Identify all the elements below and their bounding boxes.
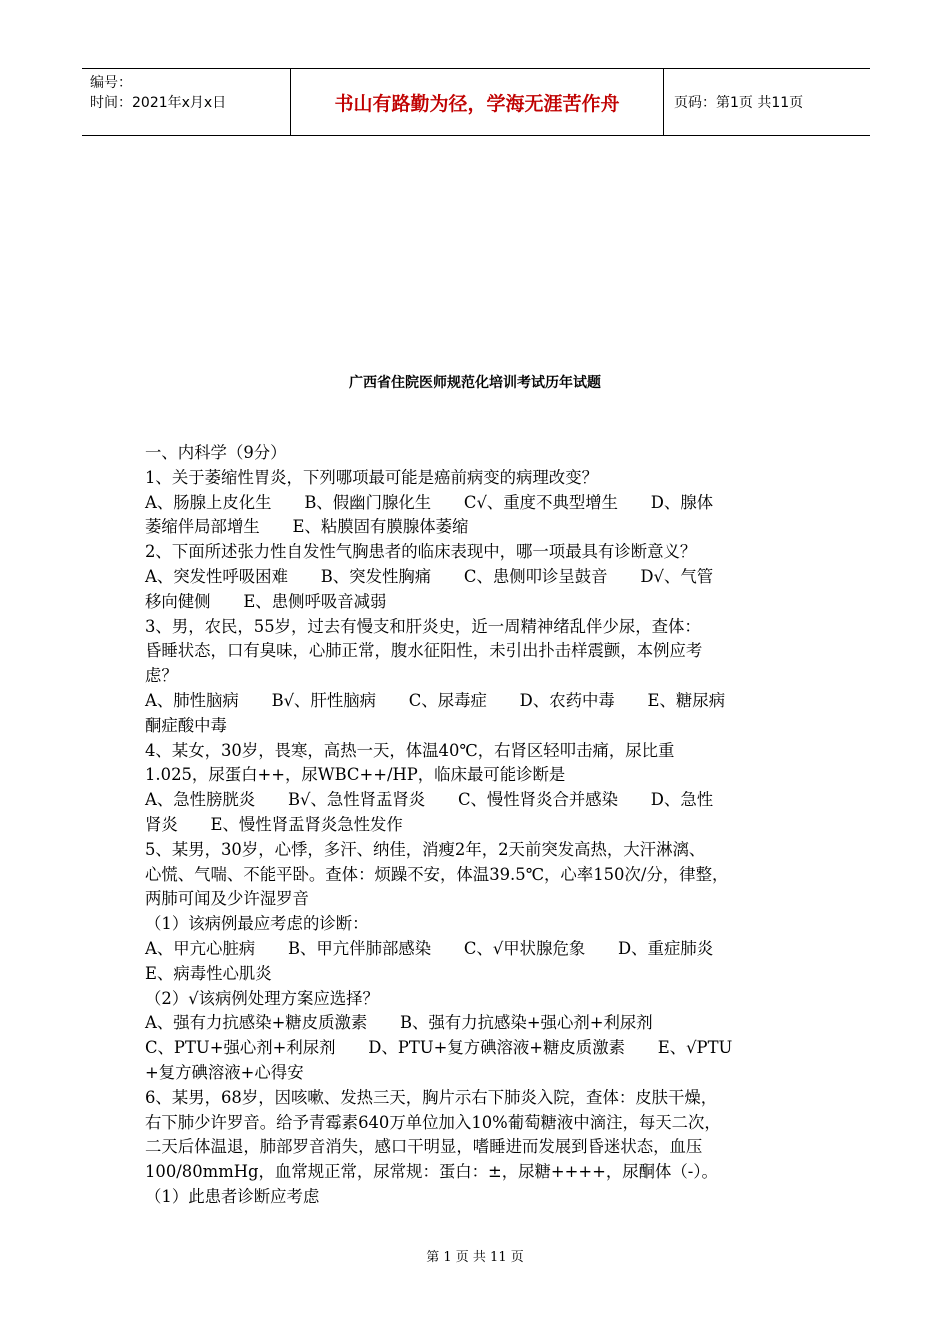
page-footer: 第 1 页 共 11 页 bbox=[426, 1250, 524, 1265]
text-line: 1、关于萎缩性胃炎，下列哪项最可能是癌前病变的病理改变？ bbox=[145, 467, 598, 487]
text-line: E、病毒性心肌炎 bbox=[145, 963, 272, 983]
document-title: 广西省住院医师规范化培训考试历年试题 bbox=[349, 375, 601, 391]
text-line: 肾炎 E、慢性肾盂肾炎急性发作 bbox=[145, 814, 403, 834]
text-line: 虑？ bbox=[145, 666, 178, 686]
text-line: 4、某女，30岁，畏寒，高热一天，体温40℃，右肾区轻叩击痛，尿比重 bbox=[145, 740, 675, 760]
text-line: 二天后体温退，肺部罗音消失，感口干明显，嗜睡进而发展到昏迷状态，血压 bbox=[145, 1137, 703, 1157]
text-line: A、肺性脑病 B√、肝性脑病 C、尿毒症 D、农药中毒 E、糖尿病 bbox=[145, 690, 726, 710]
text-line: 3、男，农民，55岁，过去有慢支和肝炎史，近一周精神绪乱伴少尿，查体： bbox=[145, 616, 701, 636]
text-line: 酮症酸中毒 bbox=[145, 715, 227, 735]
text-line: 1.025，尿蛋白++，尿WBC++/HP，临床最可能诊断是 bbox=[145, 765, 566, 785]
document-header bbox=[82, 68, 870, 136]
text-line: A、突发性呼吸困难 B、突发性胸痛 C、患侧叩诊呈鼓音 D√、气管 bbox=[145, 566, 714, 586]
time-label: 时间：2021年x月x日 bbox=[90, 95, 227, 111]
text-line: （1）该病例最应考虑的诊断： bbox=[145, 914, 369, 934]
text-line: （2）√该病例处理方案应选择？ bbox=[145, 988, 379, 1008]
header-meta bbox=[82, 69, 291, 136]
text-line: C、PTU+强心剂+利尿剂 D、PTU+复方碘溶液+糖皮质激素 E、√PTU bbox=[145, 1038, 733, 1058]
text-line: 心慌、气喘、不能平卧。查体：烦躁不安，体温39.5℃，心率150次/分，律整， bbox=[145, 864, 729, 884]
header-motto: 书山有路勤为径，学海无涯苦作舟 bbox=[291, 69, 664, 136]
text-line: A、甲亢心脏病 B、甲亢伴肺部感染 C、√甲状腺危象 D、重症肺炎 bbox=[145, 938, 714, 958]
text-line: 6、某男，68岁，因咳嗽、发热三天，胸片示右下肺炎入院，查体：皮肤干燥， bbox=[145, 1087, 718, 1107]
text-line: +复方碘溶液+心得安 bbox=[145, 1062, 304, 1082]
text-line: A、急性膀胱炎 B√、急性肾盂肾炎 C、慢性肾炎合并感染 D、急性 bbox=[145, 790, 714, 810]
text-line: 两肺可闻及少许湿罗音 bbox=[145, 889, 309, 909]
text-line: 右下肺少许罗音。给予青霉素640万单位加入10%葡萄糖液中滴注，每天二次， bbox=[145, 1112, 721, 1132]
text-line: A、强有力抗感染+糖皮质激素 B、强有力抗感染+强心剂+利尿剂 bbox=[145, 1013, 653, 1033]
header-page-code: 页码：第1页 共11页 bbox=[664, 69, 871, 136]
number-label: 编号： bbox=[90, 75, 132, 91]
text-line: 5、某男，30岁，心悸，多汗、纳佳，消瘦2年，2天前突发高热，大汗淋漓、 bbox=[145, 839, 706, 859]
text-line: A、肠腺上皮化生 B、假幽门腺化生 C√、重度不典型增生 D、腺体 bbox=[145, 492, 714, 512]
text-line: 一、内科学（9分） bbox=[145, 443, 287, 462]
text-line: 昏睡状态，口有臭味，心肺正常，腹水征阳性，未引出扑击样震颤，本例应考 bbox=[145, 641, 703, 661]
text-line: 100/80mmHg，血常规正常，尿常规：蛋白：±，尿糖++++，尿酮体（-）。 bbox=[145, 1162, 718, 1182]
text-line: （1）此患者诊断应考虑 bbox=[145, 1186, 320, 1206]
text-line: 移向健侧 E、患侧呼吸音减弱 bbox=[145, 591, 387, 611]
document-body bbox=[145, 441, 825, 1210]
text-line: 2、下面所述张力性自发性气胸患者的临床表现中，哪一项最具有诊断意义？ bbox=[145, 542, 697, 562]
text-line: 萎缩伴局部增生 E、粘膜固有膜腺体萎缩 bbox=[145, 517, 469, 537]
